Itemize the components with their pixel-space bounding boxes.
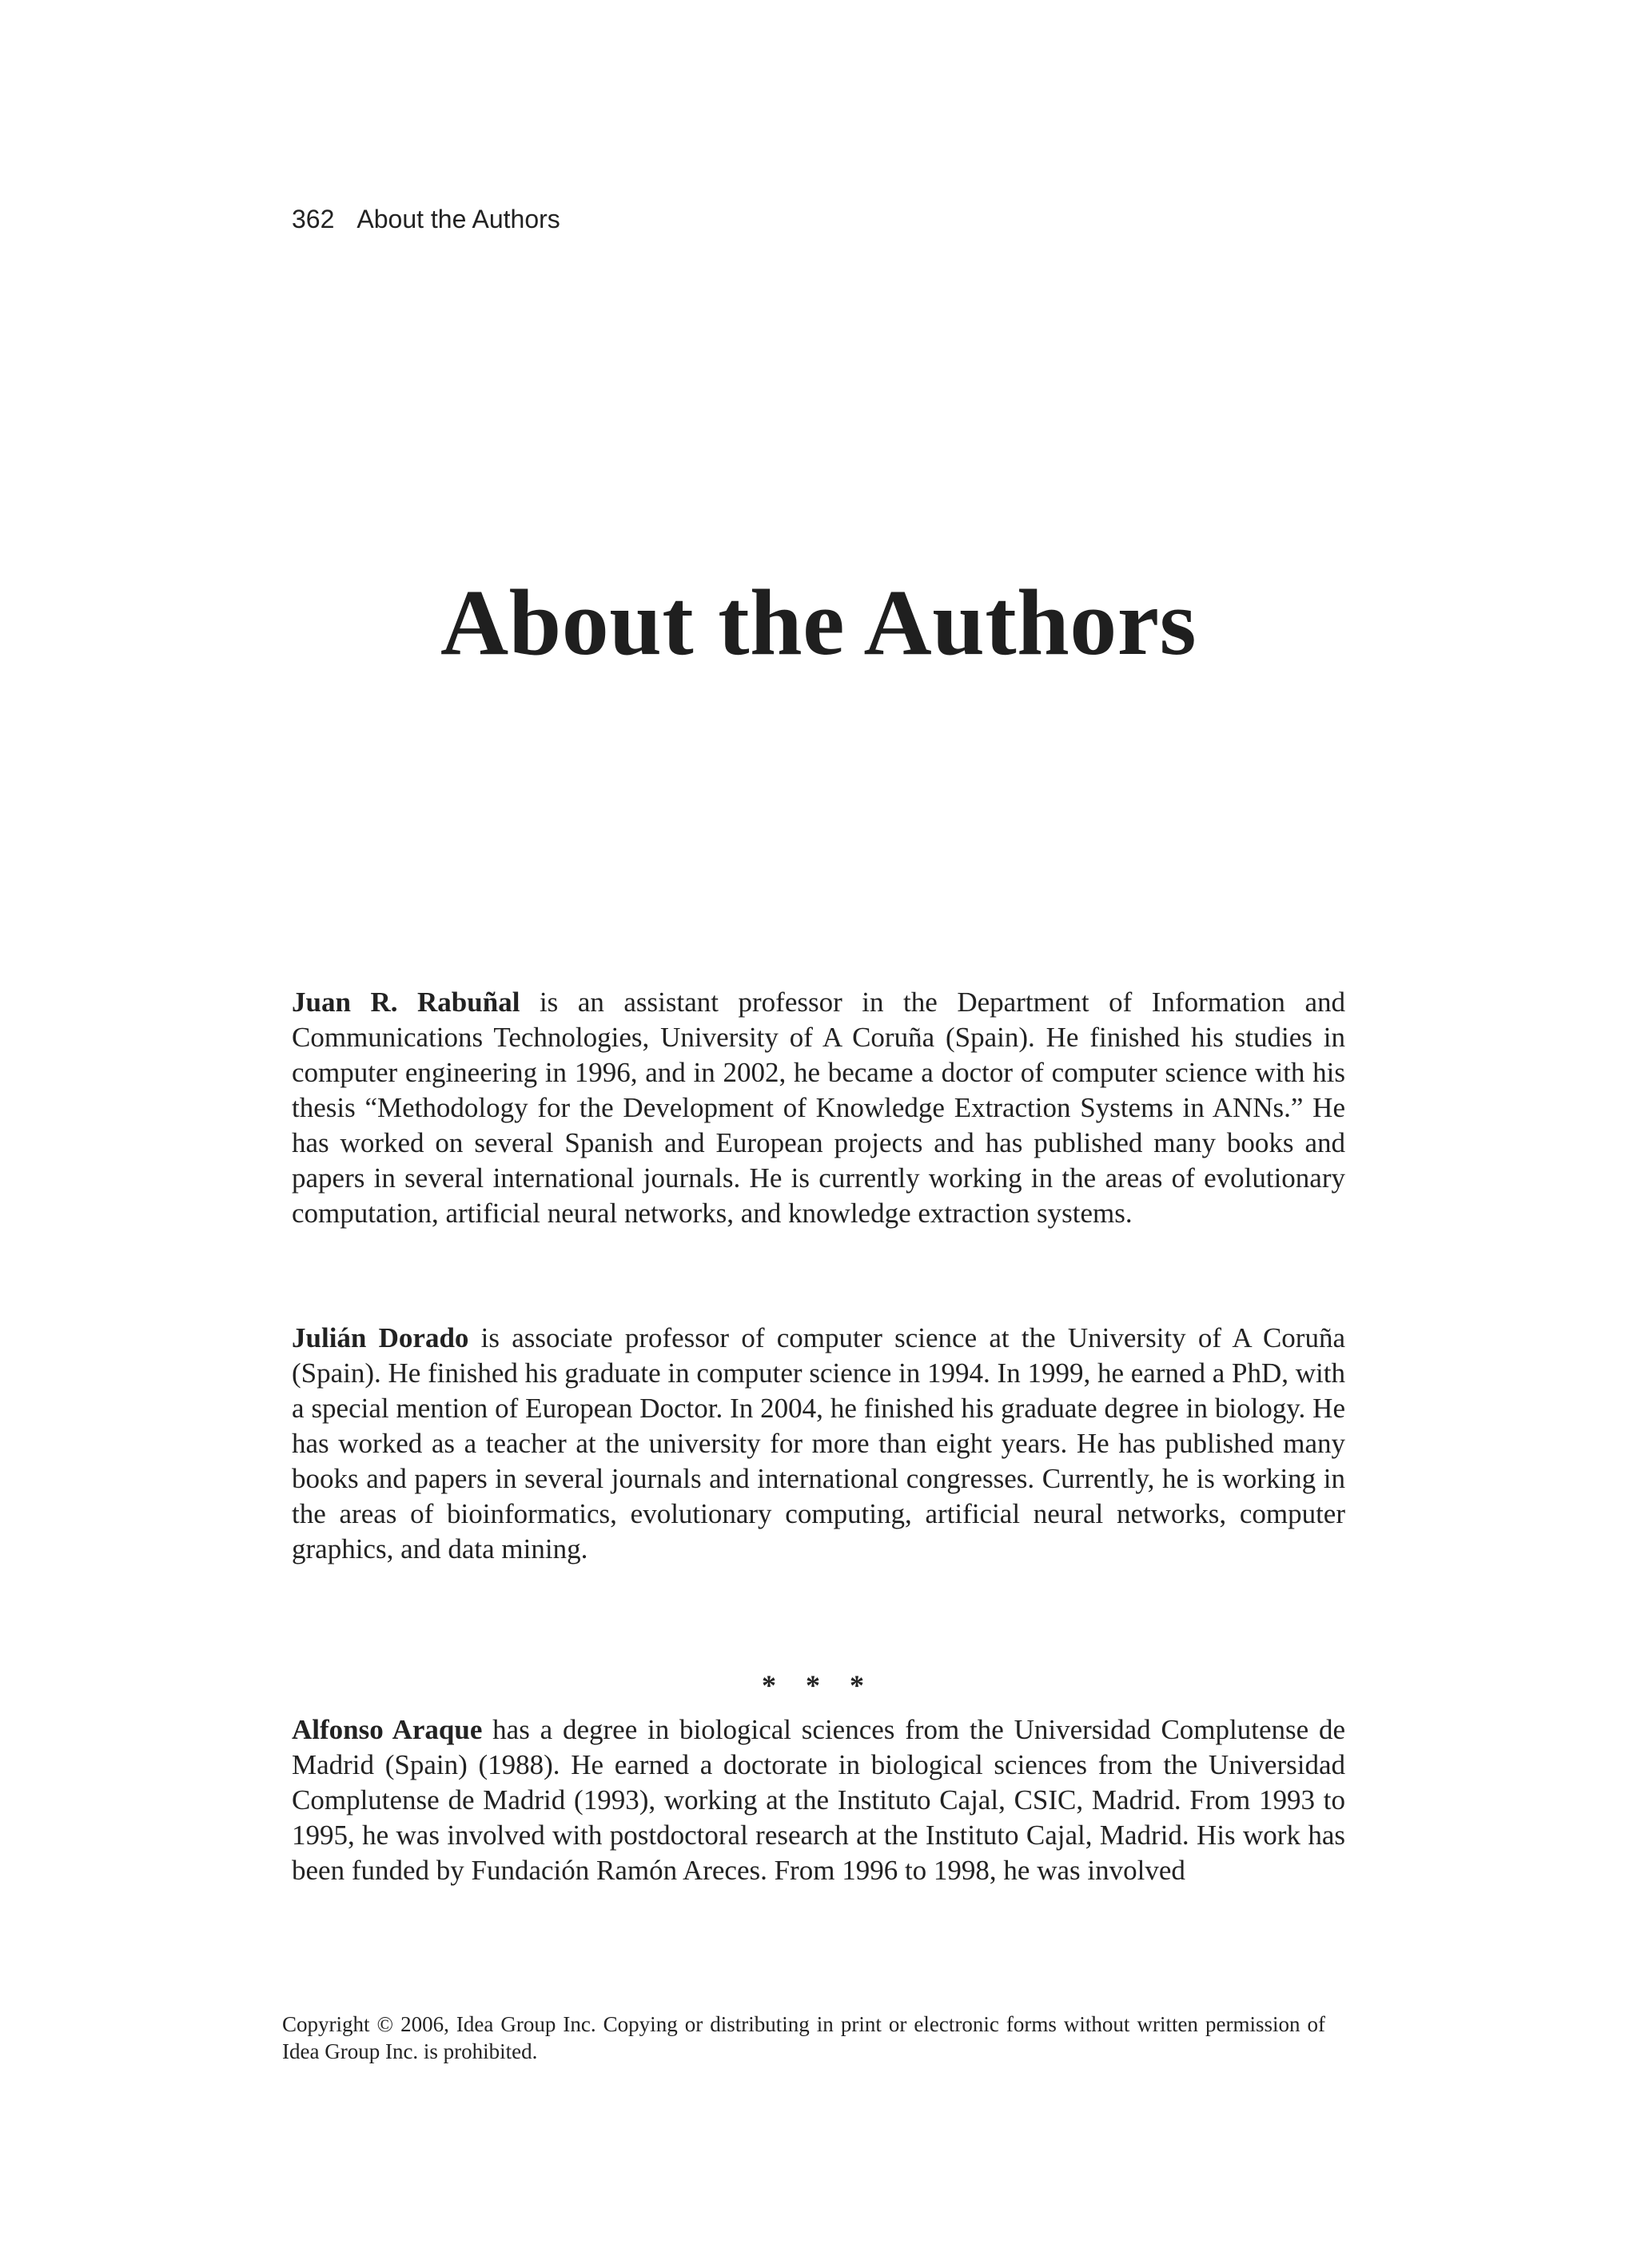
running-head [292,206,560,232]
author-bio-text: is associate professor of computer science at the University of A Coruña (Spain). He finished his graduate in computer science in 1994. In 1999, he earned a PhD, with a special mention of European Doctor. In 2004, he finished his graduate degree in biology. He has worked as a teacher at the university for more than eight years. He has published many books and papers in several journals and international congresses. Currently, he is working in the areas of bioinformatics, evolutionary computing, artificial neural networks, computer graphics, and data mining. [292,1322,1345,1564]
author-name: Alfonso Araque [292,1714,483,1745]
author-bio-rabunal [292,985,1345,1231]
author-name: Juan R. Rabuñal [292,987,520,1018]
section-separator: * * * [762,1669,875,1701]
author-bio-text: has a degree in biological sciences from the Universidad Complutense de Madrid (Spain) (1988). He earned a doctorate in biological sciences from the Universidad Complutense de Madrid (1993), working at the Instituto Cajal, CSIC, Madrid. From 1993 to 1995, he was involved with postdoctoral research at the Instituto Cajal, Madrid. His work has been funded by Fundación Ramón Areces. From 1996 to 1998, he was involved [292,1714,1345,1886]
author-bio-araque [292,1712,1345,1888]
author-bio-dorado [292,1321,1345,1567]
copyright-notice: Copyright © 2006, Idea Group Inc. Copying or distributing in print or electronic forms without written permission of Idea Group Inc. is prohibited. [282,2012,1325,2063]
author-name: Julián Dorado [292,1322,469,1353]
chapter-title: About the Authors [440,570,1197,676]
running-title: About the Authors [356,205,560,233]
author-bio-text: is an assistant professor in the Department of Information and Communications Technologies, University of A Coruña (Spain). He finished his studies in computer engineering in 1996, and in 2002, he became a doctor of computer science with his thesis “Methodology for the Development of Knowledge Extraction Systems in ANNs.” He has worked on several Spanish and European projects and has published many books and papers in several international journals. He is currently working in the areas of evolutionary computation, artificial neural networks, and knowledge extraction systems. [292,987,1345,1229]
page-number: 362 [292,205,335,233]
